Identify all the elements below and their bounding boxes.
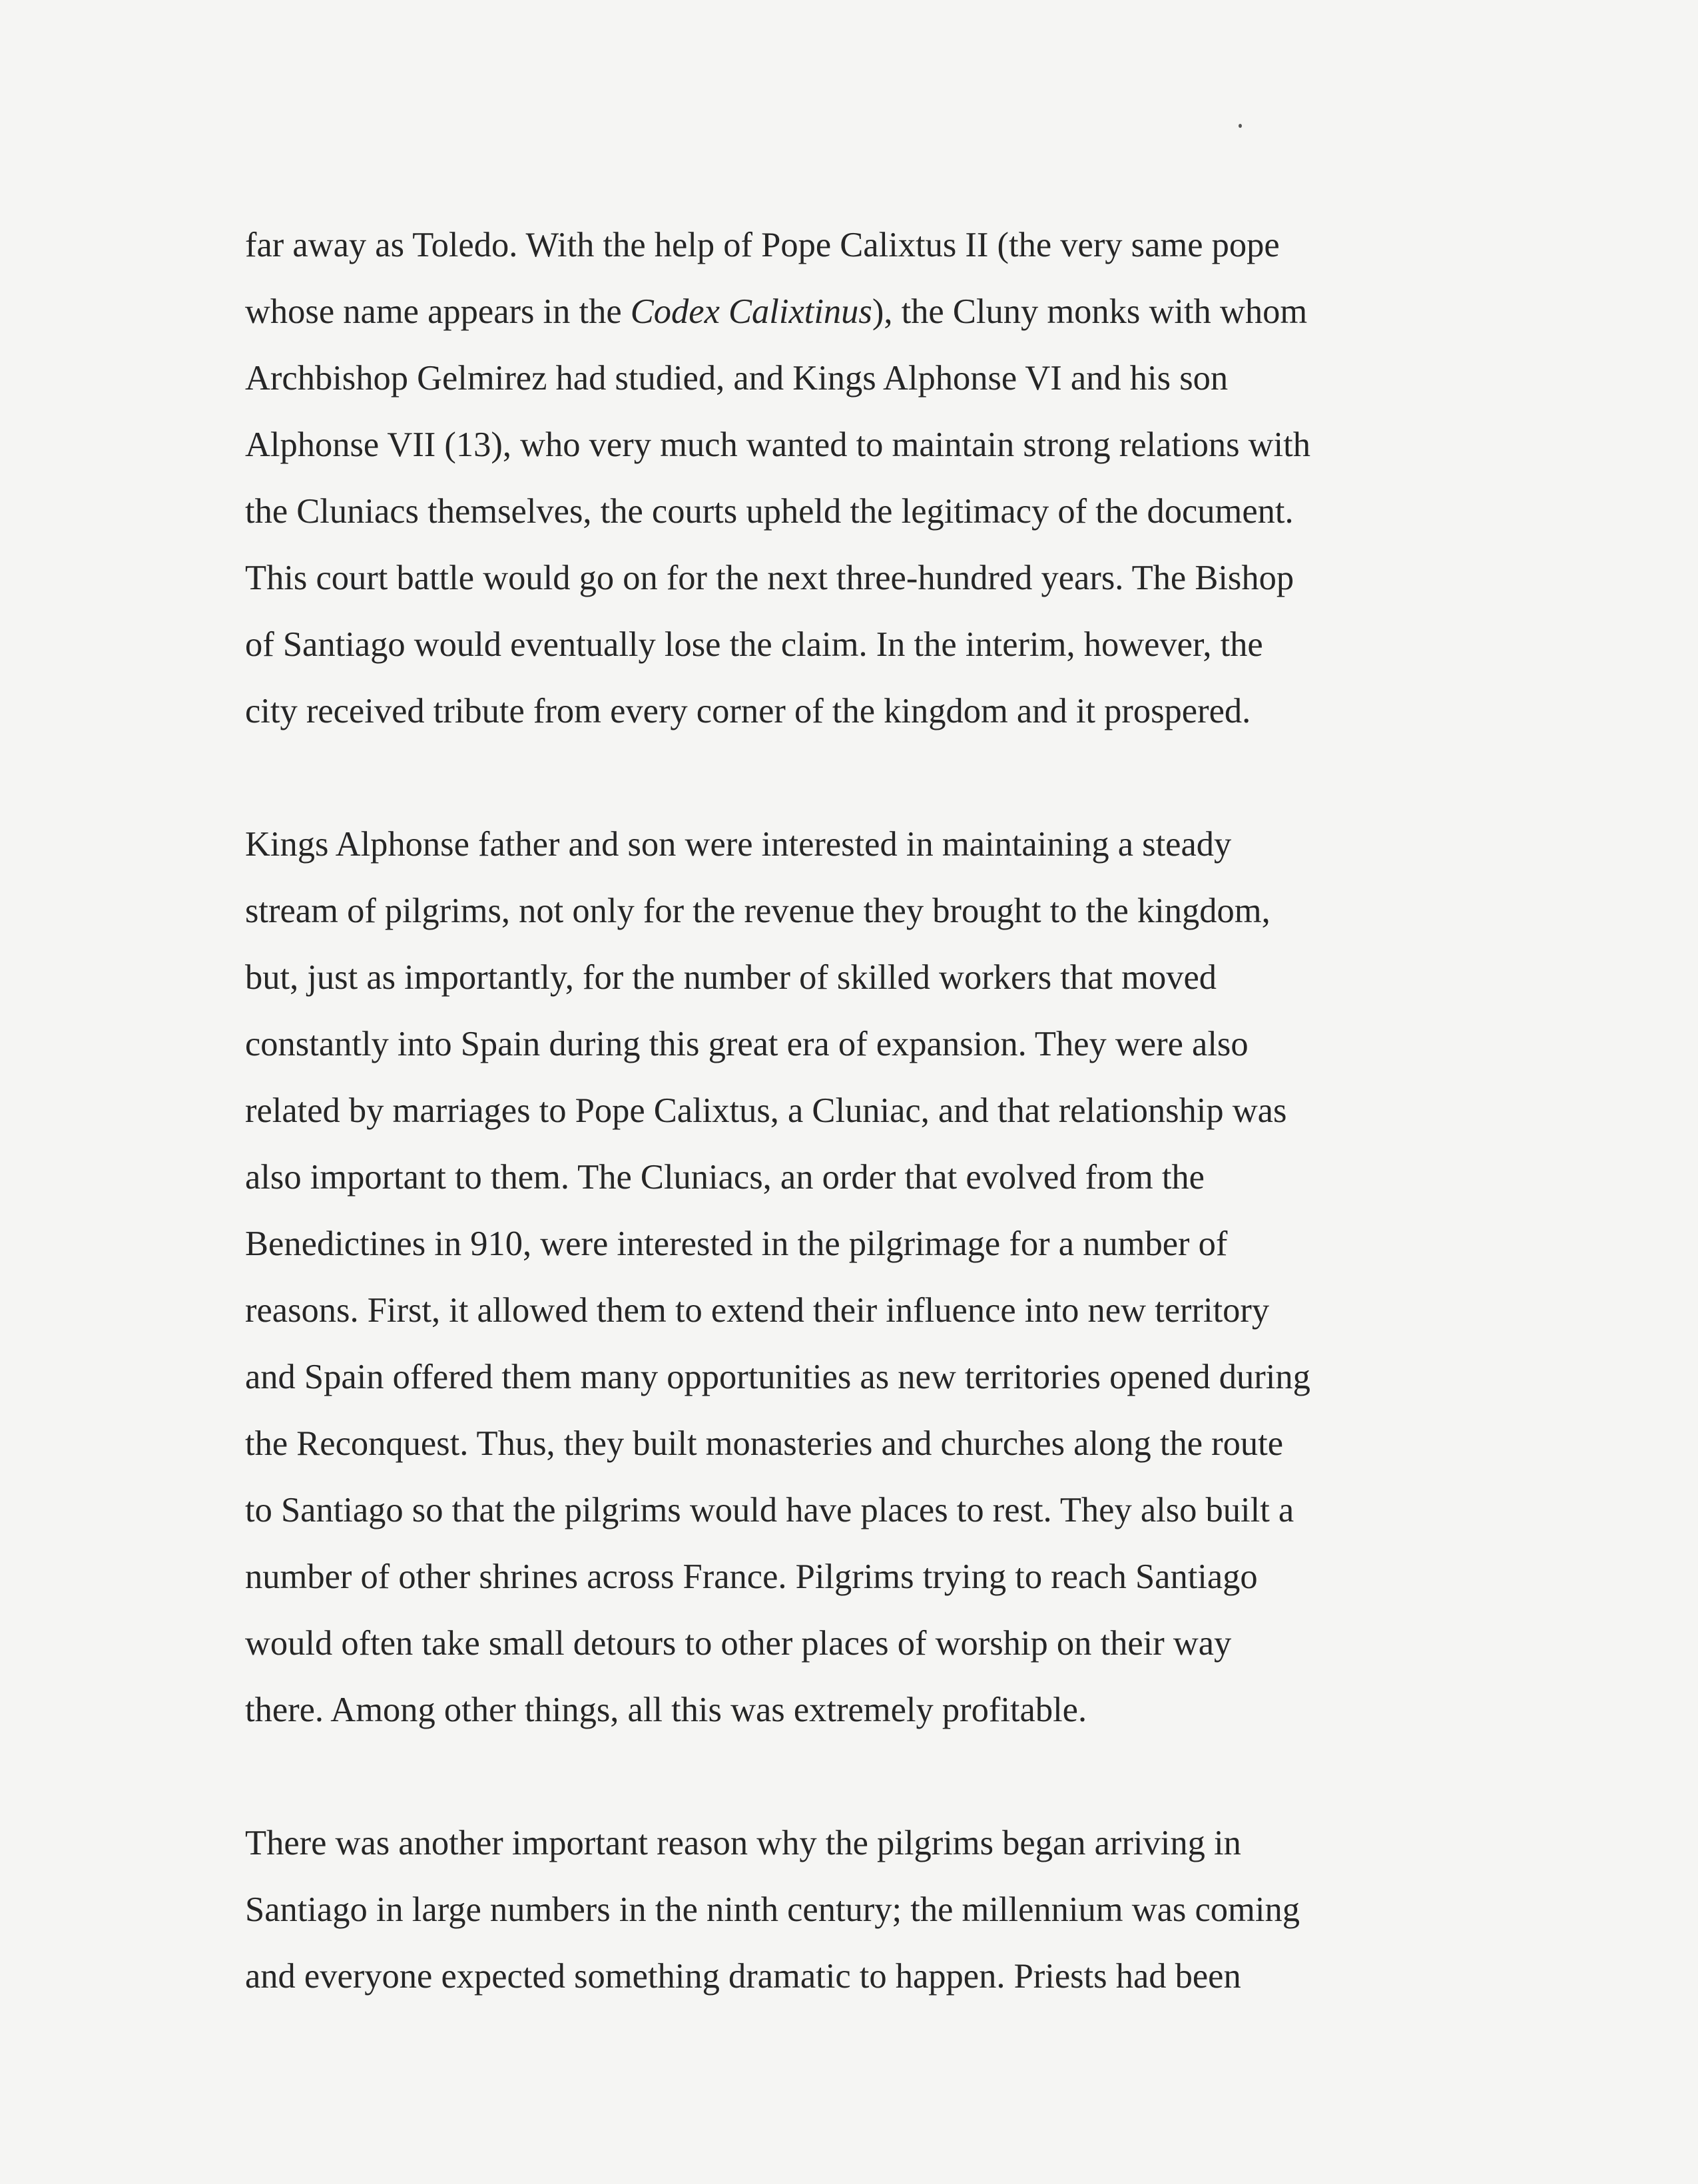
text-line: constantly into Spain during this great era of expansion. They were also: [245, 1025, 1249, 1063]
paragraph: [245, 212, 1457, 744]
document-body: [245, 212, 1457, 2010]
paragraph: [245, 811, 1457, 1743]
text-line: would often take small detours to other places of worship on their way: [245, 1624, 1232, 1663]
text-line: related by marriages to Pope Calixtus, a Cluniac, and that relationship was: [245, 1091, 1287, 1130]
text-line: This court battle would go on for the next three-hundred years. The Bishop: [245, 559, 1294, 597]
text-line: far away as Toledo. With the help of Pope Calixtus II (the very same pope: [245, 226, 1280, 264]
text-line: to Santiago so that the pilgrims would have places to rest. They also built a: [245, 1491, 1294, 1529]
text-line: but, just as importantly, for the number of skilled workers that moved: [245, 958, 1217, 997]
text-line: the Cluniacs themselves, the courts upheld the legitimacy of the document.: [245, 492, 1294, 531]
text-line: Archbishop Gelmirez had studied, and Kings Alphonse VI and his son: [245, 359, 1229, 398]
text-line: number of other shrines across France. Pilgrims trying to reach Santiago: [245, 1557, 1258, 1596]
text-line: city received tribute from every corner of the kingdom and it prospered.: [245, 692, 1251, 730]
text-line: also important to them. The Cluniacs, an order that evolved from the: [245, 1158, 1205, 1197]
paragraph: [245, 1810, 1457, 2010]
text-line: stream of pilgrims, not only for the revenue they brought to the kingdom,: [245, 892, 1271, 930]
paragraph-gap: [245, 744, 1457, 811]
italic-title: Codex Calixtinus: [630, 292, 872, 331]
paper-speck: [1239, 124, 1242, 128]
text-line: Santiago in large numbers in the ninth century; the millennium was coming: [245, 1890, 1300, 1929]
text-line: and everyone expected something dramatic to happen. Priests had been: [245, 1957, 1241, 1996]
text-line: whose name appears in the Codex Calixtinus), the Cluny monks with whom: [245, 292, 1308, 331]
text-line: of Santiago would eventually lose the claim. In the interim, however, the: [245, 625, 1263, 664]
text-line: Benedictines in 910, were interested in the pilgrimage for a number of: [245, 1225, 1228, 1263]
text-line: Alphonse VII (13), who very much wanted to maintain strong relations with: [245, 425, 1310, 464]
text-line: reasons. First, it allowed them to extend their influence into new territory: [245, 1291, 1270, 1330]
text-line: the Reconquest. Thus, they built monasteries and churches along the route: [245, 1424, 1284, 1463]
text-line: there. Among other things, all this was extremely profitable.: [245, 1691, 1087, 1729]
text-line: and Spain offered them many opportunities as new territories opened during: [245, 1358, 1310, 1396]
text-line: Kings Alphonse father and son were interested in maintaining a steady: [245, 825, 1232, 864]
text-line: There was another important reason why the pilgrims began arriving in: [245, 1824, 1241, 1862]
paragraph-gap: [245, 1743, 1457, 1810]
